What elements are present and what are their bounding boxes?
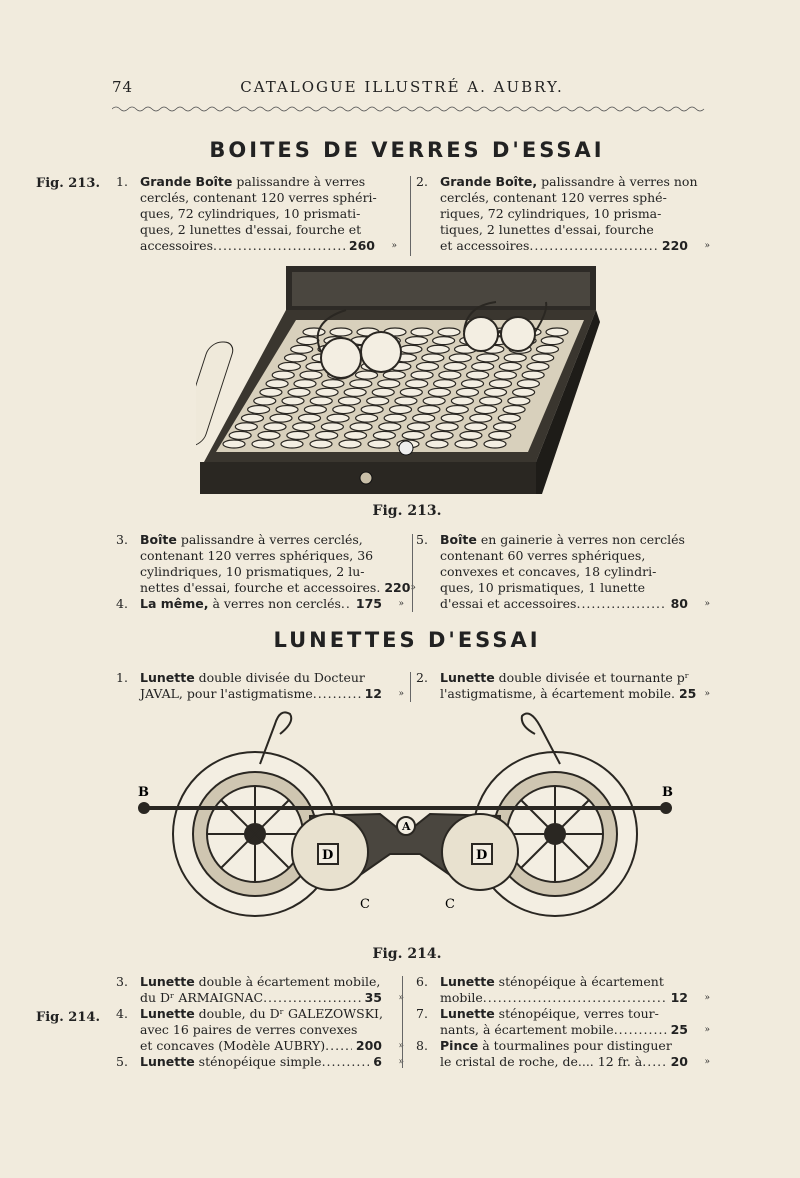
label-d-right: D [476,848,488,863]
list-item: 7. Lunette sténopéique, verres tour- nants, à écartement mobile ..... 25 » [412,1006,710,1038]
trial-lens-box-illustration [196,262,606,498]
price: 80 [670,596,688,611]
price: 25 [678,686,697,701]
list-item: 2. Grande Boîte, palissandre à verres non cerclés, contenant 120 verres sphé- riques, 72 cylindriques, 10 prisma- tiques, 2 lunettes d'essai, fourche et accessoires ..... 220 » [412,174,710,254]
column-divider [402,976,409,1068]
items-column-left-1 [112,174,397,254]
price: 20 [670,1054,688,1069]
list-item: 5. Lunette sténopéique simple ..... 6 » [112,1054,404,1070]
figure-caption-214: Fig. 214. [372,946,442,962]
price: 175 [355,596,382,611]
items-column-right-3 [412,670,710,702]
price: 25 [670,1022,688,1037]
section-title-lunettes: LUNETTES D'ESSAI [273,628,541,652]
list-item: 4. La même, à verres non cerclés ..... 175 » [112,596,404,612]
list-item: 3. Boîte palissandre à verres cerclés, contenant 120 verres sphériques, 36 cylindriques, 10 prismatiques, 2 lu- nettes d'essai, fourche et accessoires. 220 » [116,532,416,595]
header-rule [112,104,707,114]
list-item: 5. Boîte en gainerie à verres non cerclés contenant 60 verres sphériques, convexes et concaves, 18 cylindri- ques, 10 prismatiques, 1 lunette d'essai et accessoires ..... 80 » [412,532,710,612]
list-item: 1. Lunette double divisée du Docteur JAVAL, pour l'astigmatisme ..... 12 » [112,670,404,702]
list-item: 1. Grande Boîte palissandre à verres cerclés, contenant 120 verres sphéri- ques, 72 cylindriques, 10 prismati- ques, 2 lunettes d'essai, fourche et accessoires ..... 260 » [112,174,397,254]
list-item: 3. Lunette double à écartement mobile, du Dʳ ARMAIGNAC ..... 35 » [112,974,404,1006]
label-b-left: B [138,785,149,800]
price: 200 [355,1038,382,1053]
price: 12 [670,990,688,1005]
running-title: CATALOGUE ILLUSTRÉ A. AUBRY. [240,78,564,96]
items-column-right-1 [412,174,710,254]
label-c-left: C [360,897,370,912]
trial-spectacles-illustration [130,704,680,944]
price: 220 [384,580,411,595]
list-item: 6. Lunette sténopéique à écartement mobile ..... 12 » [412,974,710,1006]
items-column-right-2 [412,532,710,612]
label-a: A [402,820,411,833]
section-title-boites: BOITES DE VERRES D'ESSAI [209,138,605,162]
price: 12 [364,686,382,701]
price: 35 [364,990,382,1005]
price: 260 [348,238,375,253]
page-number: 74 [112,78,134,96]
margin-fig-213: Fig. 213. [36,176,100,191]
label-d-left: D [322,848,334,863]
items-column-left-2 [112,532,416,612]
list-item: 4. Lunette double, du Dʳ GALEZOWSKI, avec 16 paires de verres convexes et concaves (Modèle AUBRY) ..... 200 » [112,1006,404,1054]
label-b-right: B [662,785,673,800]
figure-caption-213: Fig. 213. [372,503,442,519]
items-column-left-4 [112,974,404,1070]
list-item: 8. Pince à tourmalines pour distinguer le cristal de roche, de.... 12 fr. à ..... 20 » [412,1038,710,1070]
price: 6 [373,1054,382,1069]
items-column-right-4 [412,974,710,1070]
items-column-left-3 [112,670,404,702]
price: 220 [661,238,688,253]
margin-fig-214: Fig. 214. [36,1010,100,1025]
label-c-right: C [445,897,455,912]
list-item: 2. Lunette double divisée et tournante pʳ l'astigmatisme, à écartement mobile. 25 » [416,670,710,701]
